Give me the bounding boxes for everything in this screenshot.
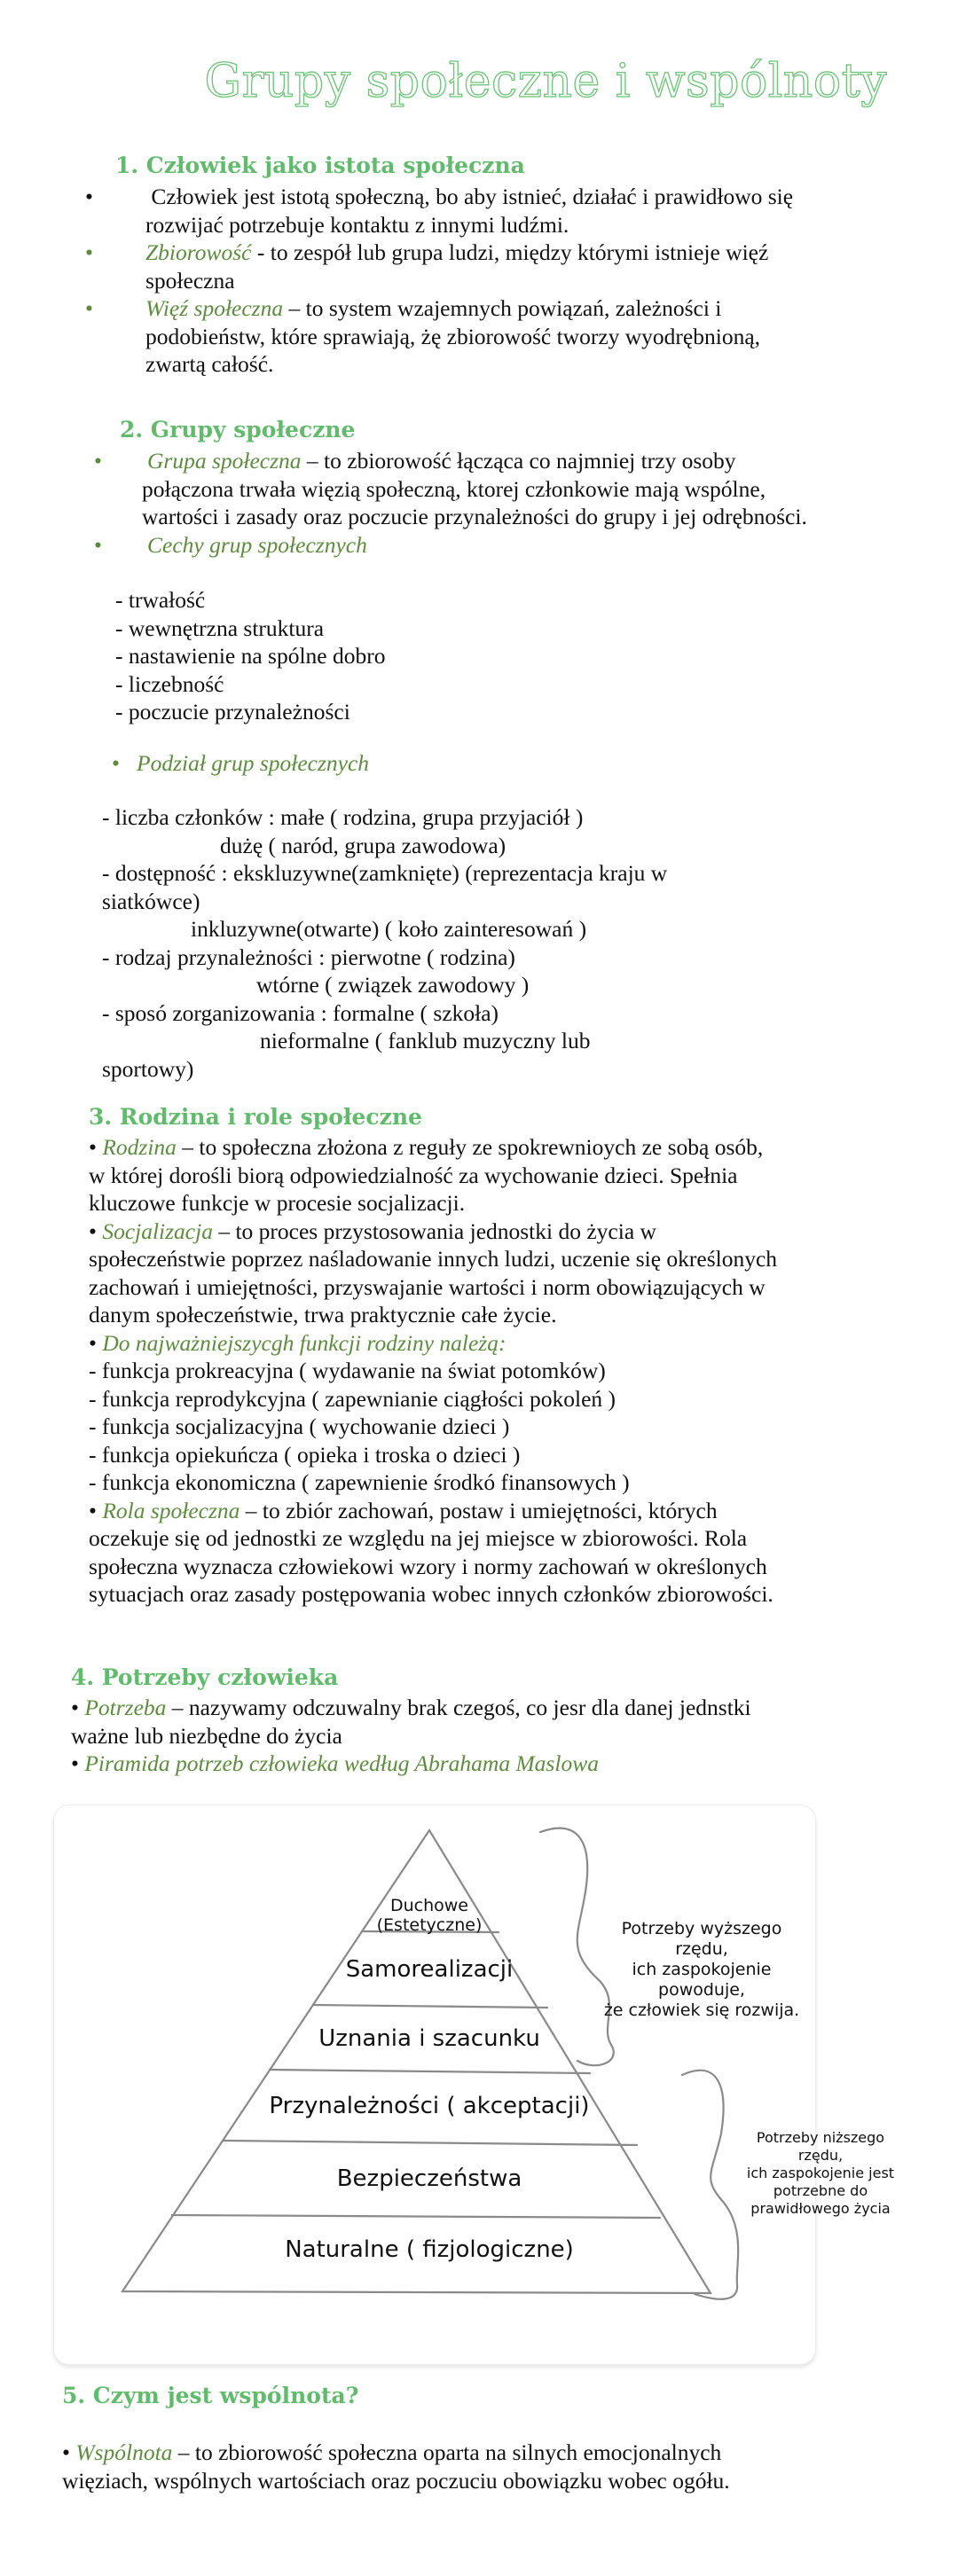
maslow-pyramid-card — [53, 1805, 895, 2365]
section-4-heading: 4. Potrzeby człowieka — [71, 1664, 339, 1690]
list-item: • Człowiek jest istotą społeczną, bo aby istnieć, działać i prawidłowo się rozwijać potrzebuje kontaktu z innymi ludźmi. — [85, 184, 794, 238]
list-item: wtórne ( związek zawodowy ) — [256, 972, 530, 998]
level-self-actualization: Samorealizacji — [345, 1956, 514, 1983]
list-item: - sposó zorganizowania : formalne ( szkoła) — [102, 999, 499, 1026]
bullet-icon: • — [89, 1329, 97, 1356]
section-2-heading: 2. Grupy społeczne — [120, 417, 356, 442]
section-5-body — [62, 2439, 736, 2494]
list-item: • Socjalizacja – to proces przystosowania jednostki do życia w społeczeństwie poprzez naśladowanie innych ludzi, uczenie się określonych zachowań i umiejętności, przyswajanie wartości i norm obowiązujących w danym społeczeństwie, trwa praktycznie całe życie. — [89, 1218, 778, 1327]
bullet-icon: • — [85, 184, 93, 209]
level-esteem: Uznania i szacunku — [318, 2025, 540, 2052]
features-heading: • Cechy grup społecznych — [94, 531, 367, 558]
list-item: - funkcja ekonomiczna ( zapewnienie środkó finansowych ) — [89, 1469, 630, 1495]
list-item: - trwałość — [115, 587, 206, 613]
list-item: inkluzywne(otwarte) ( koło zainteresowań ) — [191, 916, 587, 942]
features-list — [115, 586, 386, 726]
level-physiological: Naturalne ( fizjologiczne) — [285, 2236, 574, 2263]
bullet-icon: • — [89, 1497, 97, 1523]
functions-heading: • Do najważniejszycgh funkcji rodziny należą: — [89, 1329, 506, 1356]
section-2-definition — [94, 447, 816, 559]
bullet-icon: • — [71, 1695, 79, 1720]
list-item: - funkcja socjalizacyjna ( wychowanie dzieci ) — [89, 1413, 510, 1439]
list-item: siatkówce) — [102, 888, 200, 914]
pyramid-diagram — [54, 1805, 815, 2364]
list-item: - liczebność — [115, 670, 224, 697]
list-item: dużę ( naród, grupa zawodowa) — [220, 832, 506, 858]
list-item: • Zbiorowość - to zespół lub grupa ludzi, między którymi istnieje więź społeczna — [85, 239, 769, 294]
list-item: • Więź społeczna – to system wzajemnych powiązań, zależności i podobieństw, które sprawiają, żę zbiorowość tworzy wyodrębnioną, zwartą całość. — [85, 295, 761, 377]
pyramid-caption: • Piramida potrzeb człowieka według Abrahama Maslowa — [71, 1750, 599, 1776]
bullet-icon: • — [71, 1750, 79, 1776]
term: Zbiorowość — [145, 239, 252, 265]
bullet-icon: • — [85, 295, 93, 321]
level-belonging: Przynależności ( akceptacji) — [269, 2093, 590, 2119]
bullet-icon: • — [62, 2439, 70, 2465]
bullet-icon: • — [85, 239, 93, 265]
bullet-icon: • — [112, 750, 120, 776]
list-item: • Wspólnota – to zbiorowość społeczna oparta na silnych emocjonalnych więziach, wspólnych wartościach oraz poczuciu obowiązku wobec ogółu. — [62, 2439, 730, 2494]
list-item: - poczucie przynależności — [115, 699, 350, 724]
section-5-heading: 5. Czym jest wspólnota? — [62, 2383, 359, 2408]
lower-needs-note: Potrzeby niższego rzędu, ich zaspokojenie jest potrzebne do prawidłowego życia — [746, 2129, 895, 2217]
list-item: • Rola społeczna – to zbiór zachowań, postaw i umiejętności, których oczekuje się od jednostki ze względu na jej miejsce w zbiorowości. Rola społeczna wyznacza człowiekowi wzory i normy zachowań w określonych sytuacjach oraz zasady postępowania wobec innych członków zbiorowości. — [89, 1497, 773, 1607]
level-spiritual: Duchowe (Estetyczne) — [376, 1896, 483, 1935]
division-list — [102, 803, 812, 1083]
section-1-body — [85, 183, 807, 379]
bullet-icon: • — [89, 1134, 97, 1160]
list-item: • Rodzina – to społeczna złożona z reguły ze spokrewnioych ze sobą osób, w której dorośli biorą odpowiedzialność za wychowanie dzieci. Spełnia kluczowe funkcje w procesie socjalizacji. — [89, 1134, 764, 1216]
level-safety: Bezpieczeństwa — [336, 2165, 522, 2192]
higher-needs-note: Potrzeby wyższego rzędu, ich zaspokojenie powoduje, że człowiek się rozwija. — [603, 1919, 800, 2020]
section-3-body — [89, 1133, 781, 1609]
list-item: - funkcja prokreacyjna ( wydawanie na świat potomków) — [89, 1358, 606, 1383]
division-heading: • Podział grup społecznych — [106, 749, 369, 778]
list-item: - dostępność : ekskluzywne(zamknięte) (reprezentacja kraju w — [102, 860, 668, 886]
list-item: - rodzaj przynależności : pierwotne ( rodzina) — [102, 943, 515, 970]
list-item: - funkcja opiekuńcza ( opieka i troska o dzieci ) — [89, 1441, 521, 1468]
section-3-heading: 3. Rodzina i role społeczne — [89, 1104, 422, 1130]
section-4-body — [71, 1694, 772, 1778]
list-item: nieformalne ( fanklub muzyczny lub — [260, 1028, 591, 1053]
list-item: • Potrzeba – nazywamy odczuwalny brak czegoś, co jesr dla danej jednstki ważne lub niezbędne do życia — [71, 1695, 751, 1749]
page-title: Grupy społeczne i wspólnoty — [204, 55, 887, 108]
bullet-icon: • — [89, 1218, 97, 1244]
bullet-icon: • — [94, 448, 102, 474]
bullet-icon: • — [94, 531, 102, 558]
section-1-heading: 1. Człowiek jako istota społeczna — [115, 153, 525, 178]
list-item: - funkcja reprodykcyjna ( zapewnianie ciągłości pokoleń ) — [89, 1385, 616, 1412]
list-item: sportowy) — [102, 1055, 194, 1082]
list-item: - nastawienie na spólne dobro — [115, 643, 386, 669]
term: Więź społeczna — [145, 295, 284, 321]
list-item: - wewnętrzna struktura — [115, 615, 325, 641]
lower-needs-brace — [682, 2071, 738, 2299]
list-item: - liczba członków : małe ( rodzina, grupa przyjaciół ) — [102, 804, 584, 830]
list-item: • Grupa społeczna – to zbiorowość łącząca co najmniej trzy osoby połączona trwała więzią społeczną, ktorej członkowie mają wspólne, wartości i zasady oraz poczucie przynależności do grupy i jej odrębności. — [94, 448, 807, 529]
term: Grupa społeczna — [147, 448, 302, 474]
